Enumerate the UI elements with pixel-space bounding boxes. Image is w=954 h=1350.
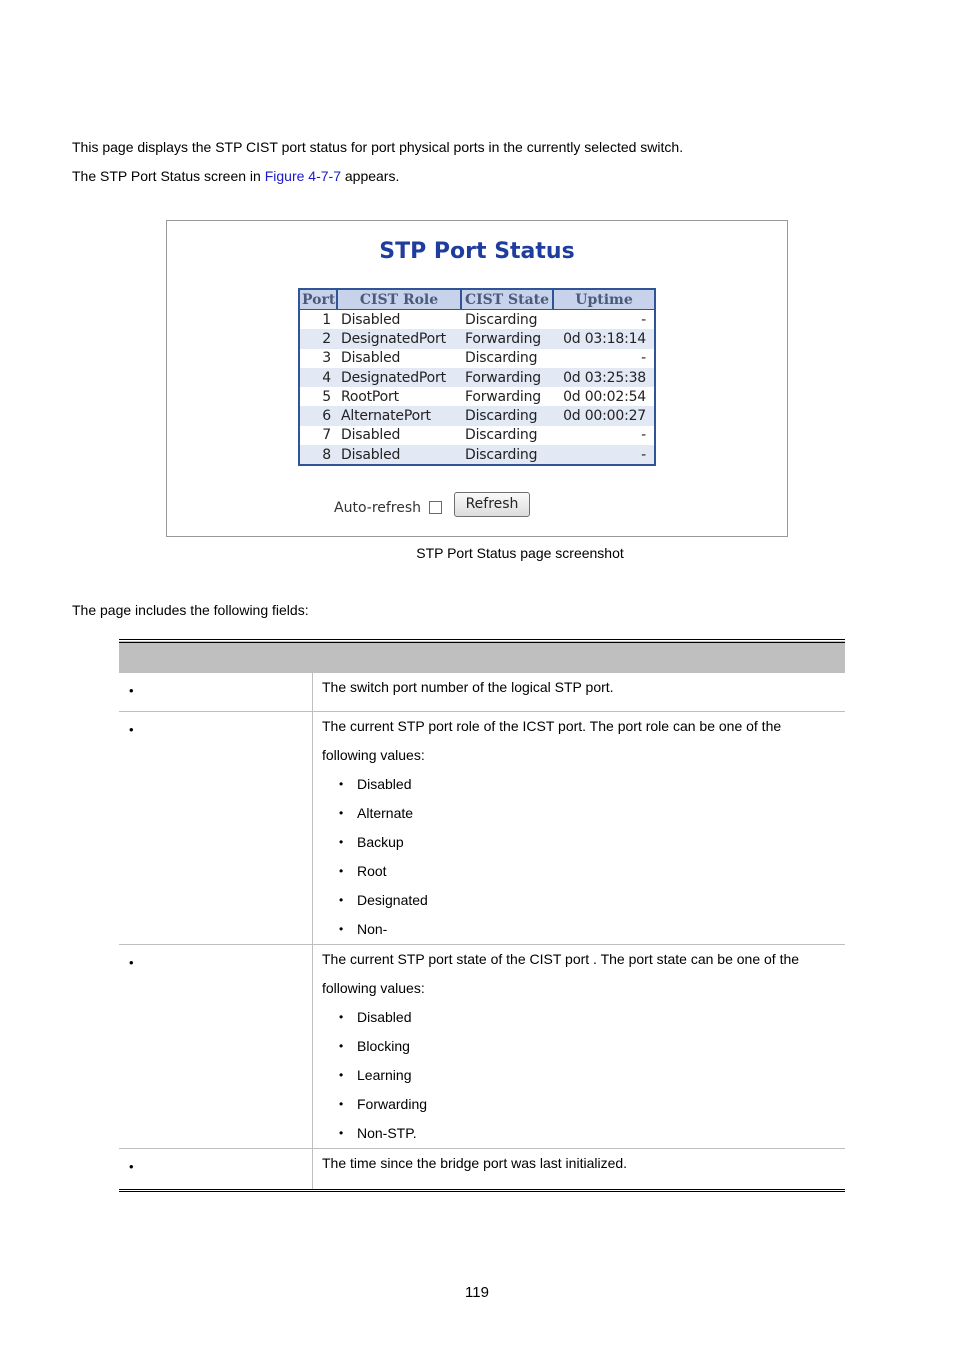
uptime-cell: 0d 00:00:27	[553, 406, 655, 425]
table-row	[299, 426, 655, 445]
table-row	[299, 349, 655, 368]
list-item: • Backup	[322, 828, 845, 857]
list-item: • Non-	[322, 915, 845, 944]
state-values-list	[322, 1003, 845, 1148]
column-header-uptime: Uptime	[553, 289, 655, 310]
field-bullet: •	[119, 673, 313, 712]
uptime-cell: 0d 03:18:14	[553, 329, 655, 348]
list-item: • Root	[322, 857, 845, 886]
stp-port-status-table	[298, 288, 656, 466]
cist-state-cell: Discarding	[461, 310, 553, 330]
fields-intro: The page includes the following fields:	[72, 602, 309, 618]
intro-line-2	[72, 167, 399, 185]
port-cell: 1	[299, 310, 337, 330]
table-row	[299, 406, 655, 425]
cist-state-cell: Forwarding	[461, 329, 553, 348]
list-item: • Alternate	[322, 799, 845, 828]
table-row	[299, 329, 655, 348]
fields-table-wrapper	[119, 639, 845, 1192]
field-desc-line: following values:	[322, 980, 425, 996]
cist-role-cell: Disabled	[337, 310, 461, 330]
field-description	[313, 673, 846, 712]
column-header-port: Port	[299, 289, 337, 310]
cist-role-cell: DesignatedPort	[337, 329, 461, 348]
uptime-cell: -	[553, 310, 655, 330]
cist-role-cell: RootPort	[337, 387, 461, 406]
table-row	[299, 310, 655, 330]
field-row-cist-role	[119, 712, 845, 945]
list-item: • Non-STP.	[322, 1119, 845, 1148]
uptime-cell: 0d 00:02:54	[553, 387, 655, 406]
field-bullet: •	[119, 1149, 313, 1189]
port-cell: 3	[299, 349, 337, 368]
list-item: • Forwarding	[322, 1090, 845, 1119]
field-row-port	[119, 673, 845, 712]
header-cell-object	[119, 641, 313, 673]
column-header-cist-role: CIST Role	[337, 289, 461, 310]
intro-line-1: This page displays the STP CIST port status for port physical ports in the currently selected switch.	[72, 139, 684, 155]
table-bottom-rule	[119, 1189, 845, 1192]
cist-state-cell: Discarding	[461, 349, 553, 368]
field-desc-line: The switch port number of the logical STP port.	[322, 679, 614, 695]
cist-role-cell: DesignatedPort	[337, 368, 461, 387]
intro-text-post: appears.	[340, 168, 400, 184]
stp-port-status-title: STP Port Status	[379, 239, 575, 264]
list-item: • Disabled	[322, 770, 845, 799]
port-cell: 5	[299, 387, 337, 406]
port-cell: 8	[299, 445, 337, 465]
list-item: • Blocking	[322, 1032, 845, 1061]
port-cell: 2	[299, 329, 337, 348]
uptime-cell: 0d 03:25:38	[553, 368, 655, 387]
field-row-uptime	[119, 1149, 845, 1189]
field-description	[313, 712, 846, 945]
field-desc-line: The current STP port role of the ICST port. The port role can be one of the	[322, 718, 782, 734]
cist-state-cell: Discarding	[461, 426, 553, 445]
field-desc-line: The time since the bridge port was last initialized.	[322, 1155, 628, 1171]
field-desc-line: The current STP port state of the CIST port . The port state can be one of the	[322, 951, 800, 967]
uptime-cell: -	[553, 445, 655, 465]
field-desc-line: following values:	[322, 747, 425, 763]
role-values-list	[322, 770, 845, 944]
header-cell-description	[313, 641, 846, 673]
auto-refresh-label: Auto-refresh	[334, 500, 422, 516]
table-row	[299, 368, 655, 387]
list-item: • Learning	[322, 1061, 845, 1090]
fields-table	[119, 639, 845, 1189]
field-bullet: •	[119, 945, 313, 1149]
column-header-cist-state: CIST State	[461, 289, 553, 310]
list-item: • Disabled	[322, 1003, 845, 1032]
screenshot-frame	[166, 220, 788, 537]
stp-table-header-row	[299, 289, 655, 310]
uptime-cell: -	[553, 349, 655, 368]
field-description	[313, 1149, 846, 1189]
cist-state-cell: Discarding	[461, 445, 553, 465]
intro-text-pre: The STP Port Status screen in	[72, 168, 265, 184]
table-row	[299, 445, 655, 465]
fields-table-header	[119, 641, 845, 673]
cist-state-cell: Forwarding	[461, 368, 553, 387]
field-row-cist-state	[119, 945, 845, 1149]
cist-state-cell: Discarding	[461, 406, 553, 425]
figure-link[interactable]: Figure 4-7-7	[264, 168, 341, 184]
list-item: • Designated	[322, 886, 845, 915]
cist-role-cell: Disabled	[337, 349, 461, 368]
cist-role-cell: Disabled	[337, 426, 461, 445]
field-description	[313, 945, 846, 1149]
cist-role-cell: AlternatePort	[337, 406, 461, 425]
port-cell: 4	[299, 368, 337, 387]
port-cell: 7	[299, 426, 337, 445]
figure-caption: STP Port Status page screenshot	[416, 545, 624, 561]
table-row	[299, 387, 655, 406]
page-number: 119	[465, 1284, 489, 1301]
refresh-button[interactable]: Refresh	[454, 492, 530, 517]
cist-role-cell: Disabled	[337, 445, 461, 465]
field-bullet: •	[119, 712, 313, 945]
uptime-cell: -	[553, 426, 655, 445]
cist-state-cell: Forwarding	[461, 387, 553, 406]
port-cell: 6	[299, 406, 337, 425]
auto-refresh-checkbox[interactable]	[429, 501, 442, 514]
